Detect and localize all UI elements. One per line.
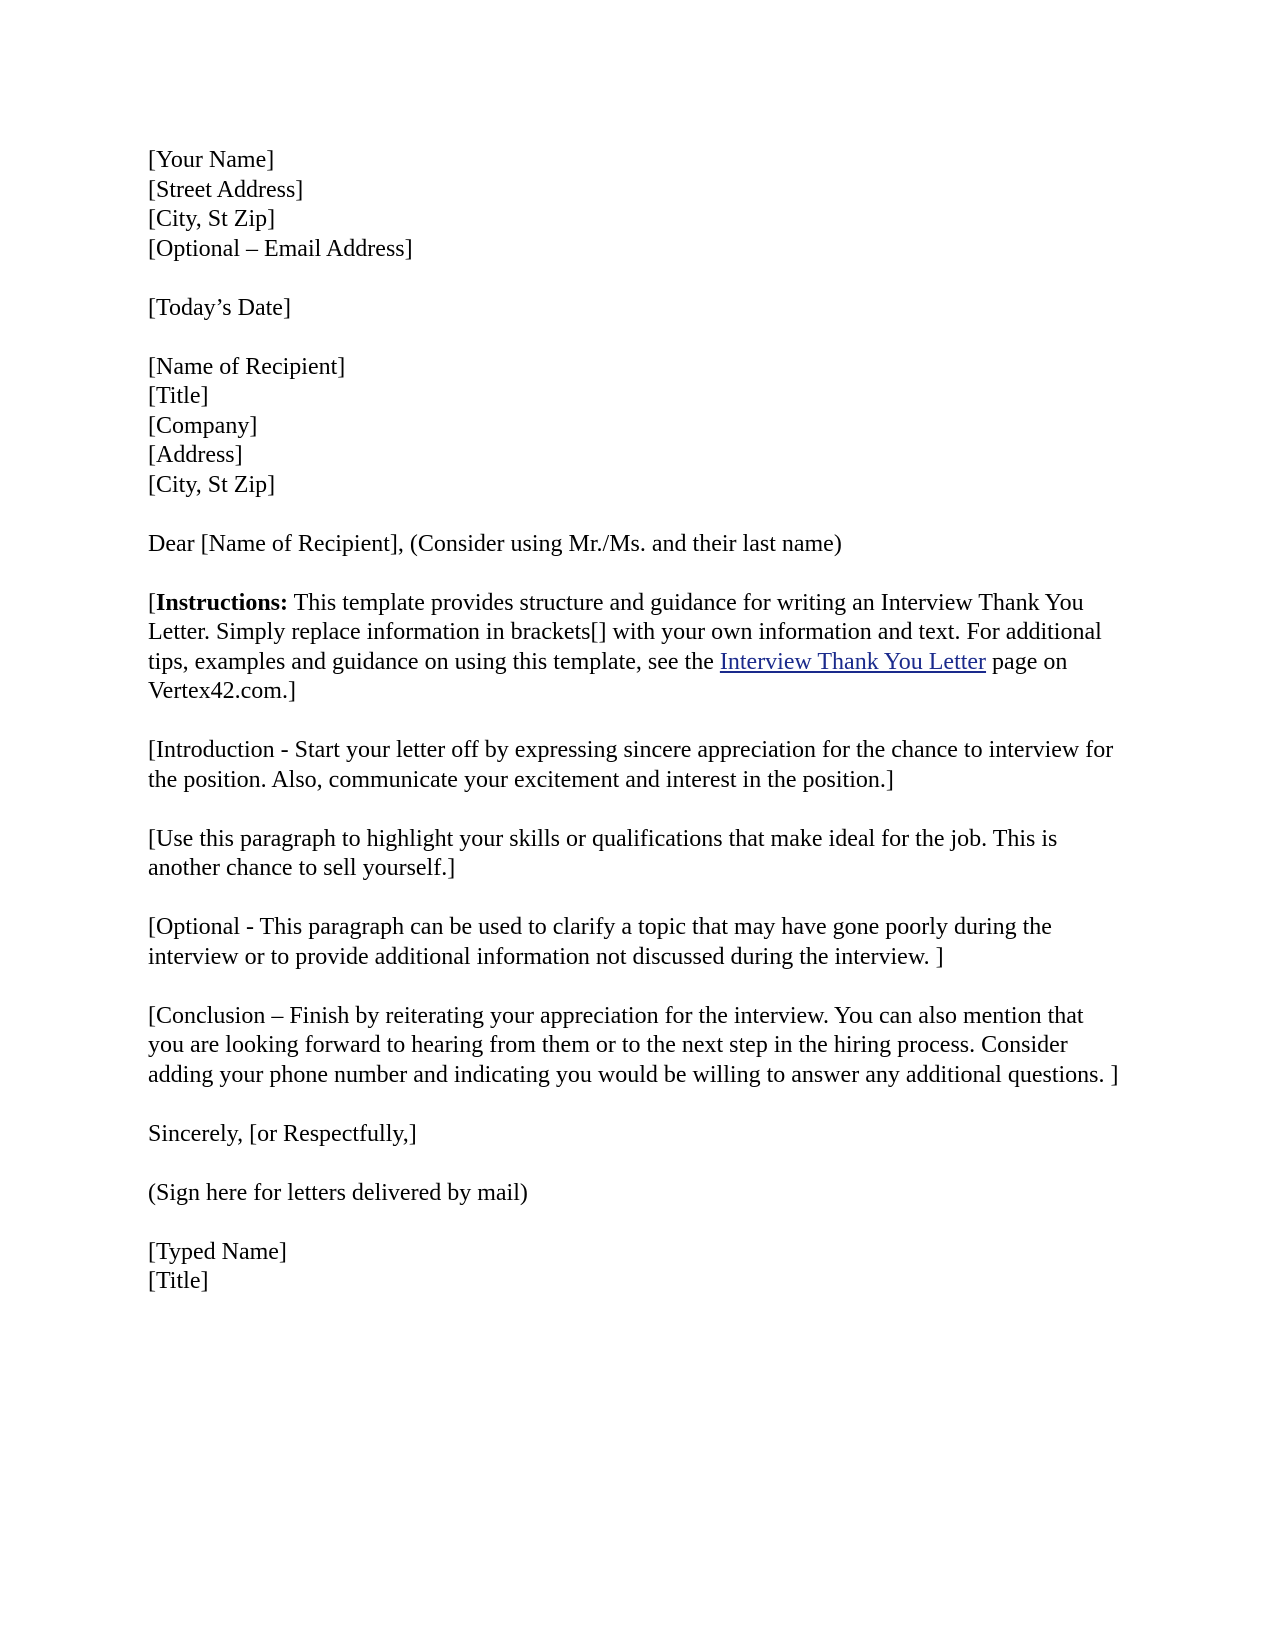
spacer bbox=[148, 707, 1123, 737]
spacer bbox=[148, 323, 1123, 353]
sender-city: [City, St Zip] bbox=[148, 206, 276, 232]
instructions-text: This template provides structure and guidance for writing an Interview Thank You Letter. Simply replace information in brackets[] with your own information and text. For additional tips, examples and guidance on using this template, see the bbox=[148, 589, 1102, 675]
skills-paragraph: [Use this paragraph to highlight your skills or qualifications that make ideal for the job. This is another chance to sell yourself.] bbox=[148, 825, 1058, 881]
recipient-title: [Title] bbox=[148, 383, 209, 409]
instructions-open-bracket: [ bbox=[148, 589, 156, 616]
recipient-company: [Company] bbox=[148, 412, 258, 439]
sender-block bbox=[148, 146, 1123, 264]
recipient-block bbox=[148, 353, 1123, 501]
salutation: Dear [Name of Recipient], (Consider using Mr./Ms. and their last name) bbox=[148, 530, 842, 557]
recipient-city: [City, St Zip] bbox=[148, 471, 276, 498]
recipient-name: [Name of Recipient] bbox=[148, 353, 346, 380]
spacer bbox=[148, 264, 1123, 294]
instructions-label: Instructions: bbox=[156, 589, 289, 616]
spacer bbox=[148, 500, 1123, 530]
optional-paragraph: [Optional - This paragraph can be used to clarify a topic that may have gone poorly during the interview or to provide additional information not discussed during the interview. ] bbox=[148, 914, 1052, 970]
instructions-paragraph bbox=[148, 589, 1123, 707]
sender-street: [Street Address] bbox=[148, 176, 304, 203]
recipient-address: [Address] bbox=[148, 442, 243, 468]
spacer bbox=[148, 972, 1123, 1002]
sender-email: [Optional – Email Address] bbox=[148, 235, 413, 262]
spacer bbox=[148, 1090, 1123, 1120]
closing: Sincerely, [or Respectfully,] bbox=[148, 1120, 417, 1147]
spacer bbox=[148, 884, 1123, 914]
spacer bbox=[148, 1208, 1123, 1238]
letter-date: [Today’s Date] bbox=[148, 294, 291, 321]
sender-name: [Your Name] bbox=[148, 147, 275, 173]
signer-block bbox=[148, 1238, 1123, 1297]
spacer bbox=[148, 559, 1123, 589]
conclusion-paragraph: [Conclusion – Finish by reiterating your appreciation for the interview. You can also mention that you are looking forward to hearing from them or to the next step in the hiring process. Consider adding your phone number and indicating you would be willing to answer any additional questions. ] bbox=[148, 1002, 1119, 1088]
instructions-after-link: page on Vertex42.com.] bbox=[148, 648, 1068, 704]
signature-note: (Sign here for letters delivered by mail) bbox=[148, 1179, 528, 1206]
spacer bbox=[148, 1149, 1123, 1179]
introduction-paragraph: [Introduction - Start your letter off by expressing sincere appreciation for the chance to interview for the position. Also, communicate your excitement and interest in the position.] bbox=[148, 737, 1114, 793]
signer-title: [Title] bbox=[148, 1268, 209, 1294]
signer-typed-name: [Typed Name] bbox=[148, 1238, 287, 1265]
letter-page bbox=[148, 146, 1123, 1297]
spacer bbox=[148, 795, 1123, 825]
interview-thank-you-letter-link[interactable]: Interview Thank You Letter bbox=[719, 648, 987, 675]
